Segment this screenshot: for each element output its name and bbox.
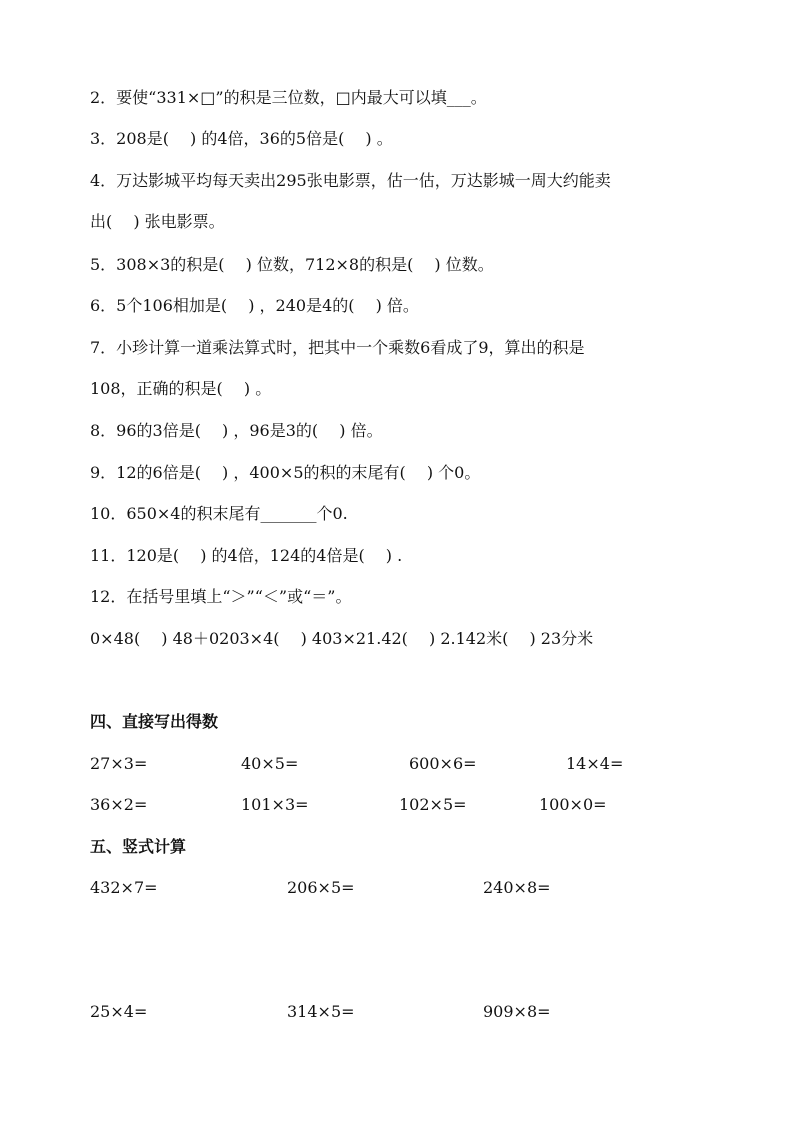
question-10: 10．650×4的积末尾有_______个0. (90, 504, 348, 523)
question-2: 2．要使“331×□”的积是三位数，□内最大可以填___。 (90, 88, 487, 107)
vertical-calc-item: 432×7= (90, 878, 158, 897)
question-7-line1: 7．小珍计算一道乘法算式时，把其中一个乘数6看成了9，算出的积是 (90, 338, 585, 357)
vertical-calc-item: 909×8= (483, 1002, 551, 1021)
question-7-line2: 108，正确的积是( ) 。 (90, 379, 272, 398)
vertical-calc-item: 25×4= (90, 1002, 148, 1021)
calc-item: 102×5= (399, 795, 467, 814)
vertical-calc-item: 206×5= (287, 878, 355, 897)
question-9: 9．12的6倍是( ) ，400×5的积的末尾有( ) 个0。 (90, 463, 481, 482)
calc-item: 14×4= (566, 754, 624, 773)
question-3: 3．208是( ) 的4倍，36的5倍是( ) 。 (90, 129, 393, 148)
question-5: 5．308×3的积是( ) 位数，712×8的积是( ) 位数。 (90, 255, 494, 274)
calc-item: 101×3= (241, 795, 309, 814)
question-4-line2: 出( ) 张电影票。 (90, 212, 225, 231)
section-5-heading: 五、竖式计算 (90, 837, 187, 856)
calc-item: 600×6= (409, 754, 477, 773)
question-6: 6．5个106相加是( ) ，240是4的( ) 倍。 (90, 296, 419, 315)
calc-item: 40×5= (241, 754, 299, 773)
question-4-line1: 4．万达影城平均每天卖出295张电影票，估一估，万达影城一周大约能卖 (90, 171, 611, 190)
calc-item: 100×0= (539, 795, 607, 814)
question-8: 8．96的3倍是( ) ，96是3的( ) 倍。 (90, 421, 383, 440)
section-4-heading: 四、直接写出得数 (90, 712, 219, 731)
vertical-calc-item: 314×5= (287, 1002, 355, 1021)
vertical-calc-item: 240×8= (483, 878, 551, 897)
question-11: 11．120是( ) 的4倍，124的4倍是( ) . (90, 546, 403, 565)
question-12: 12．在括号里填上“＞”“＜”或“＝”。 (90, 587, 352, 606)
calc-item: 27×3= (90, 754, 148, 773)
question-12-items: 0×48( ) 48＋0203×4( ) 403×21.42( ) 2.142米( ) 23分米 (90, 629, 594, 648)
calc-item: 36×2= (90, 795, 148, 814)
